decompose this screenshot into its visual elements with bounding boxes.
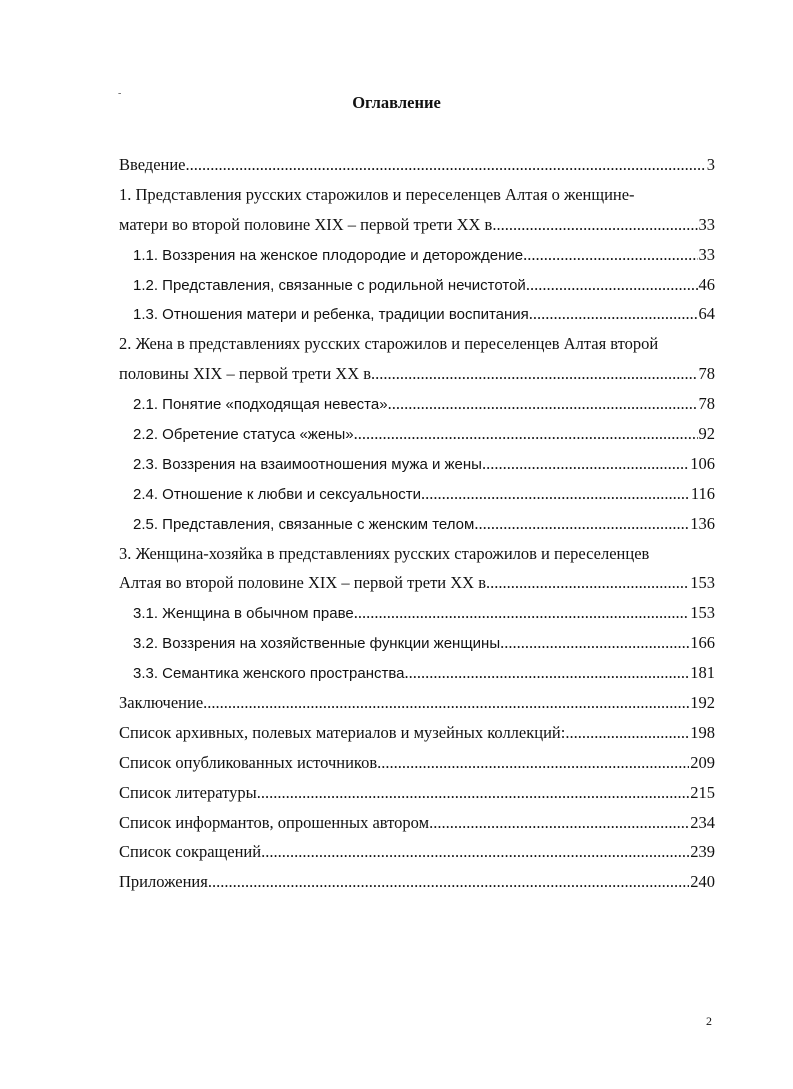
toc-entry-label: Введение bbox=[119, 155, 186, 174]
leader-dots bbox=[526, 270, 698, 300]
toc-entry-published-sources[interactable] bbox=[119, 748, 715, 778]
toc-entry-chapter-2-line-1[interactable] bbox=[119, 329, 715, 359]
toc-entry-label: 2.4. Отношение к любви и сексуальности bbox=[133, 485, 421, 503]
toc-entry-informants[interactable] bbox=[119, 808, 715, 838]
toc-entry-1-3[interactable] bbox=[119, 299, 715, 329]
toc-entry-introduction[interactable] bbox=[119, 150, 715, 180]
page-number: 2 bbox=[706, 1014, 712, 1028]
toc-entry-1-2[interactable] bbox=[119, 270, 715, 300]
toc-entry-literature[interactable] bbox=[119, 778, 715, 808]
leader-dots bbox=[208, 867, 689, 897]
toc-page-number: 92 bbox=[698, 424, 715, 444]
toc-entry-label: 1.2. Представления, связанные с родильной нечистотой bbox=[133, 276, 526, 294]
toc-page-number: 239 bbox=[690, 842, 715, 862]
leader-dots bbox=[388, 389, 698, 419]
toc-entry-label: 2.3. Воззрения на взаимоотношения мужа и жены bbox=[133, 455, 482, 473]
toc-page-number: 234 bbox=[690, 812, 715, 832]
leader-dots bbox=[482, 449, 689, 479]
toc-entry-1-1[interactable] bbox=[119, 240, 715, 270]
toc-entry-label: 3.3. Семантика женского пространства bbox=[133, 665, 405, 683]
toc-page-number: 153 bbox=[690, 603, 715, 623]
toc-entry-label: половины XIX – первой трети XX в. bbox=[119, 364, 376, 384]
leader-dots bbox=[523, 240, 697, 270]
toc-entry-label: Заключение bbox=[119, 693, 204, 713]
toc-page-number: 209 bbox=[690, 752, 715, 772]
toc-page-number: 166 bbox=[690, 633, 715, 653]
toc-page-number: 153 bbox=[690, 573, 715, 593]
toc-entry-3-1[interactable] bbox=[119, 598, 715, 628]
toc-entry-3-2[interactable] bbox=[119, 628, 715, 658]
leader-dots bbox=[421, 479, 690, 509]
toc-page-number: 240 bbox=[690, 872, 715, 892]
toc-page-number: 3 bbox=[706, 155, 715, 174]
toc-entry-chapter-1-line-2[interactable] bbox=[119, 210, 715, 240]
leader-dots bbox=[490, 568, 689, 598]
toc-page-number: 116 bbox=[690, 483, 715, 503]
toc-entry-label: Список информантов, опрошенных автором bbox=[119, 812, 430, 832]
leader-dots bbox=[354, 419, 698, 449]
toc-page-number: 106 bbox=[690, 453, 715, 473]
toc-entry-chapter-1-line-1[interactable] bbox=[119, 180, 715, 210]
leader-dots bbox=[474, 509, 689, 539]
toc-page-number: 78 bbox=[698, 394, 715, 414]
toc-entry-chapter-2-line-2[interactable] bbox=[119, 359, 715, 389]
toc-page-number: 198 bbox=[690, 722, 715, 742]
toc-entry-label: Список опубликованных источников bbox=[119, 752, 378, 772]
toc-page-number: 33 bbox=[698, 214, 715, 234]
leader-dots bbox=[405, 658, 690, 688]
toc-entry-label: Список сокращений bbox=[119, 842, 262, 862]
leader-dots bbox=[186, 150, 706, 180]
leader-dots bbox=[377, 748, 689, 778]
toc-entry-label: Список литературы bbox=[119, 782, 257, 802]
toc-entry-label: Алтая во второй половине XIX – первой трети XX в. bbox=[119, 573, 491, 593]
toc-entry-2-3[interactable] bbox=[119, 449, 715, 479]
toc-page-number: 215 bbox=[690, 782, 715, 802]
toc-entry-2-1[interactable] bbox=[119, 389, 715, 419]
toc-entry-label: 2.1. Понятие «подходящая невеста» bbox=[133, 396, 388, 414]
toc-entry-3-3[interactable] bbox=[119, 658, 715, 688]
toc-entry-label: Список архивных, полевых материалов и музейных коллекций: bbox=[119, 722, 566, 742]
leader-dots bbox=[429, 808, 689, 838]
toc-entry-label: Приложения bbox=[119, 872, 208, 892]
leader-dots bbox=[375, 359, 697, 389]
page-title: Оглавление bbox=[352, 93, 441, 112]
toc-entry-archive-list[interactable] bbox=[119, 718, 715, 748]
toc-entry-label: 3.1. Женщина в обычном праве bbox=[133, 605, 354, 623]
toc-entry-label: 1. Представления русских старожилов и переселенцев Алтая о женщине- bbox=[119, 184, 635, 204]
toc-entry-label: 1.3. Отношения матери и ребенка, традиции воспитания bbox=[133, 306, 529, 324]
toc-page-number: 33 bbox=[698, 244, 715, 264]
toc-entry-2-2[interactable] bbox=[119, 419, 715, 449]
toc-entry-label: 2.2. Обретение статуса «жены» bbox=[133, 426, 354, 444]
table-of-contents bbox=[119, 150, 715, 897]
toc-page-number: 64 bbox=[698, 304, 715, 324]
leader-dots bbox=[565, 718, 689, 748]
toc-page-number: 181 bbox=[690, 663, 715, 683]
toc-page-number: 46 bbox=[698, 274, 715, 294]
toc-entry-appendices[interactable] bbox=[119, 867, 715, 897]
leader-dots bbox=[529, 299, 698, 329]
toc-page-number: 78 bbox=[698, 364, 715, 384]
leader-dots bbox=[257, 778, 690, 808]
leader-dots bbox=[203, 688, 689, 718]
toc-entry-label: 3. Женщина-хозяйка в представлениях русских старожилов и переселенцев bbox=[119, 543, 650, 563]
toc-entry-conclusion[interactable] bbox=[119, 688, 715, 718]
leader-dots bbox=[500, 628, 689, 658]
toc-entry-label: 2.5. Представления, связанные с женским телом bbox=[133, 515, 475, 533]
toc-entry-label: 2. Жена в представлениях русских старожилов и переселенцев Алтая второй bbox=[119, 334, 659, 354]
leader-dots bbox=[261, 837, 689, 867]
toc-entry-chapter-3-line-2[interactable] bbox=[119, 568, 715, 598]
toc-entry-abbreviations[interactable] bbox=[119, 837, 715, 867]
toc-page-number: 136 bbox=[690, 513, 715, 533]
toc-page-number: 192 bbox=[690, 693, 715, 713]
toc-entry-label: матери во второй половине XIX – первой трети XX в. bbox=[119, 214, 497, 234]
toc-entry-chapter-3-line-1[interactable] bbox=[119, 539, 715, 569]
leader-dots bbox=[496, 210, 697, 240]
toc-entry-2-4[interactable] bbox=[119, 479, 715, 509]
toc-entry-label: 3.2. Воззрения на хозяйственные функции женщины bbox=[133, 635, 501, 653]
stray-mark: - bbox=[118, 88, 122, 99]
toc-entry-label: 1.1. Воззрения на женское плодородие и деторождение bbox=[133, 246, 524, 264]
toc-entry-2-5[interactable] bbox=[119, 509, 715, 539]
leader-dots bbox=[354, 598, 690, 628]
